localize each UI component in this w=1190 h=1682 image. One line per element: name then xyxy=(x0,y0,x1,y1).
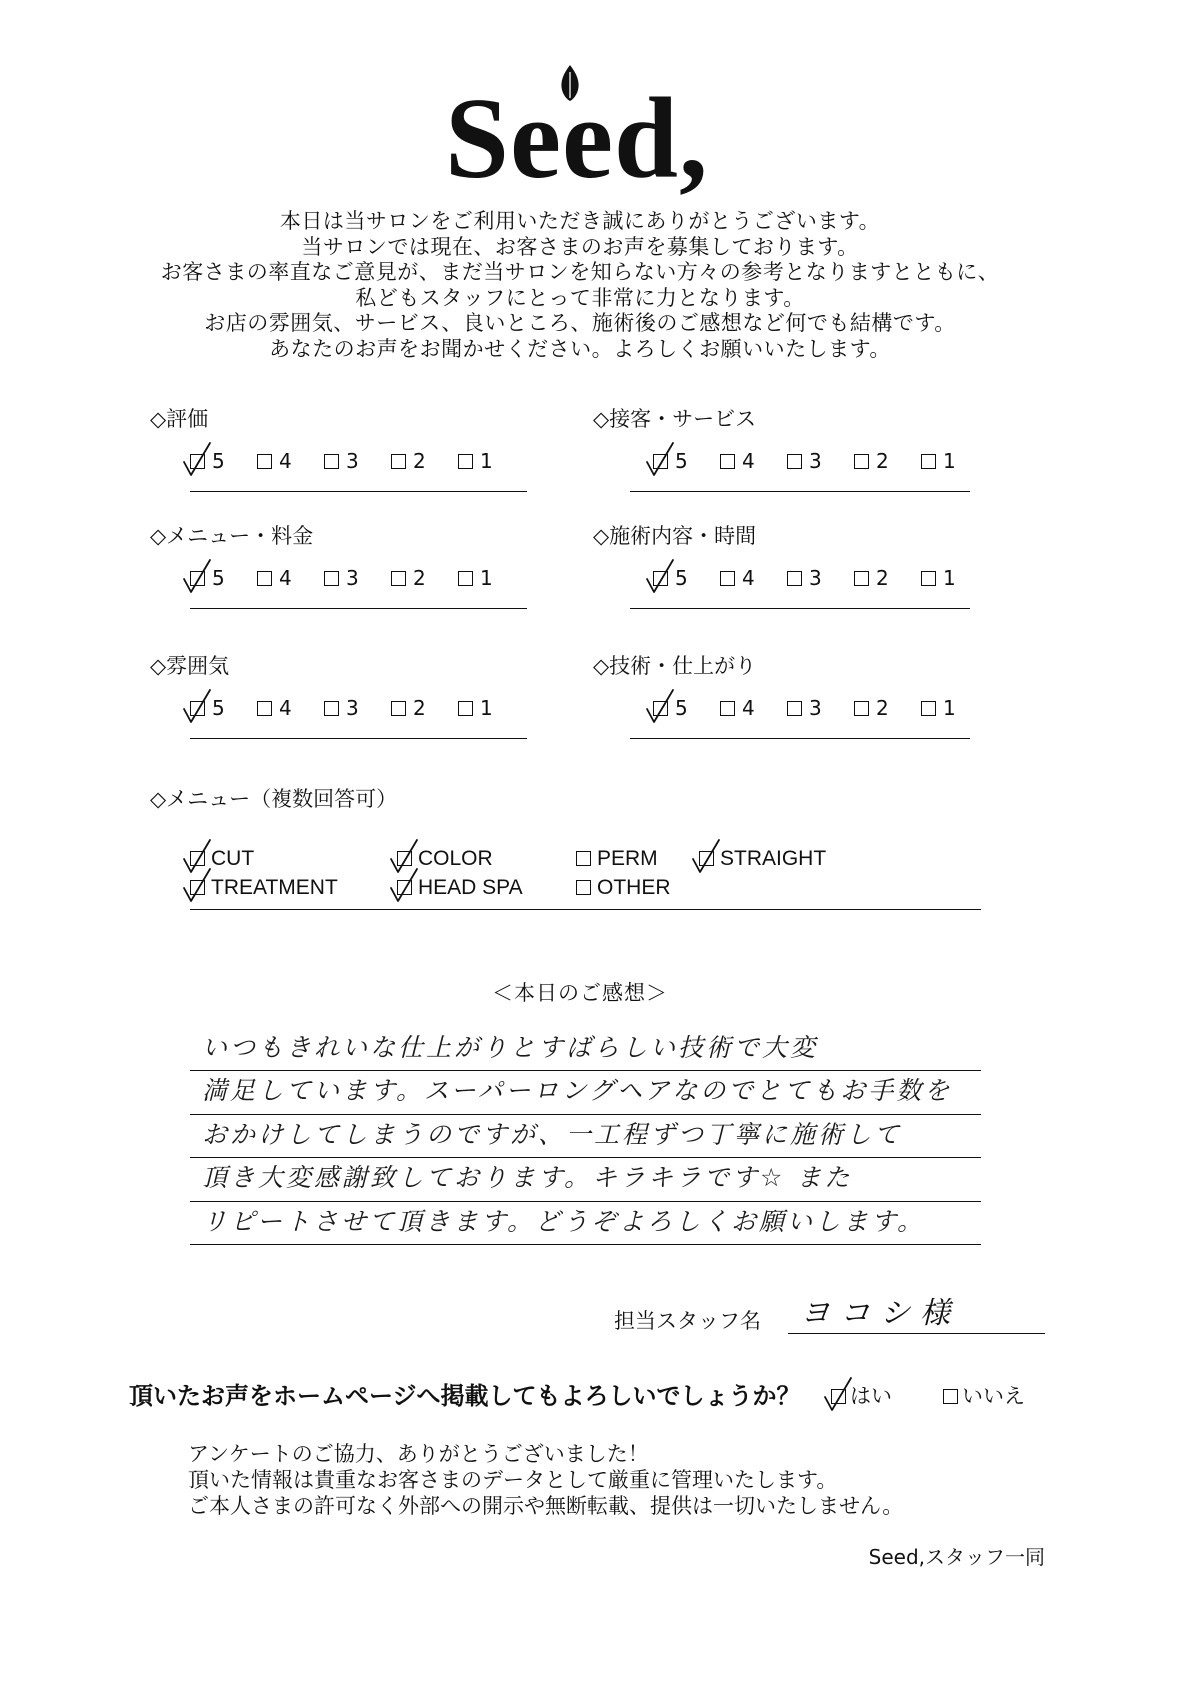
feedback-line: リピートさせて頂きます。どうぞよろしくお願いします。 xyxy=(190,1202,981,1245)
rating-label: ◇評価 xyxy=(150,407,209,431)
rating-option-3[interactable] xyxy=(787,696,854,720)
checkbox[interactable] xyxy=(576,880,591,895)
menu-option-label: OTHER xyxy=(597,876,671,899)
checkbox[interactable] xyxy=(257,701,272,716)
rating-option-5[interactable] xyxy=(190,449,257,473)
staff-name-label: 担当スタッフ名 xyxy=(614,1309,761,1333)
rating-option-value: 5 xyxy=(675,696,688,720)
ratings-left-column xyxy=(150,405,550,745)
checkbox[interactable] xyxy=(324,454,339,469)
rating-option-value: 1 xyxy=(480,449,493,473)
rating-option-1[interactable] xyxy=(921,696,988,720)
rating-option-value: 3 xyxy=(809,696,822,720)
rating-option-5[interactable] xyxy=(190,696,257,720)
menu-section-label: ◇メニュー（複数回答可） xyxy=(150,787,398,811)
rating-option-value: 2 xyxy=(876,696,889,720)
checked-checkbox[interactable] xyxy=(397,880,412,895)
rating-option-value: 4 xyxy=(742,696,755,720)
intro-line: 本日は当サロンをご利用いただき誠にありがとうございます。 xyxy=(279,209,881,233)
publish-option-label: はい xyxy=(850,1384,892,1408)
rating-option-2[interactable] xyxy=(854,566,921,590)
rating-option-value: 3 xyxy=(809,449,822,473)
rating-option-1[interactable] xyxy=(921,449,988,473)
rating-option-value: 4 xyxy=(279,696,292,720)
checkbox[interactable] xyxy=(391,454,406,469)
rating-option-2[interactable] xyxy=(391,696,458,720)
rating-options xyxy=(653,696,988,720)
checkbox[interactable] xyxy=(458,701,473,716)
rating-option-value: 2 xyxy=(413,566,426,590)
rating-option-4[interactable] xyxy=(720,566,787,590)
rating-options xyxy=(653,566,988,590)
rating-option-5[interactable] xyxy=(190,566,257,590)
rating-option-4[interactable] xyxy=(720,696,787,720)
rating-option-value: 2 xyxy=(876,449,889,473)
logo-text: Seed, xyxy=(445,75,709,202)
rating-option-value: 4 xyxy=(279,449,292,473)
rating-options xyxy=(190,449,525,473)
checkmark-icon xyxy=(691,839,721,875)
checkbox[interactable] xyxy=(921,454,936,469)
rating-label: ◇雰囲気 xyxy=(150,654,230,678)
publish-option-label: いいえ xyxy=(962,1384,1025,1408)
rating-option-value: 4 xyxy=(742,566,755,590)
menu-option-head-spa[interactable] xyxy=(397,873,576,902)
menu-option-label: PERM xyxy=(597,847,658,870)
checked-checkbox[interactable] xyxy=(397,851,412,866)
rating-option-value: 5 xyxy=(675,449,688,473)
feedback-handwritten-text xyxy=(190,1028,981,1245)
checked-checkbox[interactable] xyxy=(653,454,668,469)
publish-no-option[interactable] xyxy=(943,1383,1025,1409)
menu-option-label: HEAD SPA xyxy=(418,876,523,899)
menu-option-label: COLOR xyxy=(418,847,493,870)
rating-option-value: 1 xyxy=(480,566,493,590)
rating-option-3[interactable] xyxy=(324,696,391,720)
rating-options xyxy=(190,696,525,720)
rating-option-value: 4 xyxy=(742,449,755,473)
checked-checkbox[interactable] xyxy=(699,851,714,866)
rating-underline xyxy=(630,738,970,739)
rating-options xyxy=(190,566,525,590)
rating-option-2[interactable] xyxy=(391,449,458,473)
feedback-line: おかけしてしまうのですが、一工程ずつ丁寧に施術して xyxy=(190,1115,981,1158)
rating-option-5[interactable] xyxy=(653,696,720,720)
rating-option-value: 1 xyxy=(943,696,956,720)
checkbox[interactable] xyxy=(787,571,802,586)
checkbox[interactable] xyxy=(576,851,591,866)
rating-option-value: 5 xyxy=(675,566,688,590)
rating-option-2[interactable] xyxy=(391,566,458,590)
menu-option-treatment[interactable] xyxy=(190,873,397,902)
rating-option-3[interactable] xyxy=(787,566,854,590)
rating-option-4[interactable] xyxy=(257,696,324,720)
menu-option-label: STRAIGHT xyxy=(720,847,827,870)
rating-option-3[interactable] xyxy=(324,449,391,473)
checked-checkbox[interactable] xyxy=(831,1389,846,1404)
rating-option-1[interactable] xyxy=(458,566,525,590)
rating-options xyxy=(653,449,988,473)
checked-checkbox[interactable] xyxy=(653,701,668,716)
checkbox[interactable] xyxy=(943,1389,958,1404)
checked-checkbox[interactable] xyxy=(190,880,205,895)
rating-option-2[interactable] xyxy=(854,449,921,473)
checkbox[interactable] xyxy=(921,701,936,716)
checkbox[interactable] xyxy=(257,454,272,469)
rating-option-value: 2 xyxy=(876,566,889,590)
menu-option-perm[interactable] xyxy=(576,844,699,873)
checked-checkbox[interactable] xyxy=(653,571,668,586)
checkmark-icon xyxy=(182,689,212,725)
checkbox[interactable] xyxy=(720,454,735,469)
checked-checkbox[interactable] xyxy=(190,454,205,469)
checkmark-icon xyxy=(645,442,675,478)
feedback-line: 満足しています。スーパーロングヘアなのでとてもお手数を xyxy=(190,1071,981,1114)
staff-name-underline xyxy=(788,1333,1045,1334)
signature: Seed,スタッフ一同 xyxy=(868,1545,1045,1569)
rating-group xyxy=(593,522,993,617)
rating-label: ◇施術内容・時間 xyxy=(593,524,757,548)
menu-option-straight[interactable] xyxy=(699,844,889,873)
menu-option-label: TREATMENT xyxy=(211,876,338,899)
checkmark-icon xyxy=(182,868,212,904)
intro-line: 私どもスタッフにとって非常に力となります。 xyxy=(355,285,805,310)
checkbox[interactable] xyxy=(391,571,406,586)
menu-option-label: CUT xyxy=(211,847,255,870)
rating-option-5[interactable] xyxy=(653,449,720,473)
rating-group xyxy=(593,405,993,500)
intro-line: お店の雰囲気、サービス、良いところ、施術後のご感想など何でも結構です。 xyxy=(204,311,956,335)
menu-underline xyxy=(190,909,981,910)
closing-message xyxy=(188,1441,903,1519)
rating-underline xyxy=(190,608,527,609)
publish-consent-question: 頂いたお声をホームページへ掲載してもよろしいでしょうか？ xyxy=(129,1382,801,1410)
checkbox[interactable] xyxy=(787,701,802,716)
menu-option-other[interactable] xyxy=(576,873,699,902)
rating-option-4[interactable] xyxy=(720,449,787,473)
feedback-title: ＜本日のご感想＞ xyxy=(492,981,668,1005)
rating-group xyxy=(593,652,993,747)
rating-label: ◇接客・サービス xyxy=(593,407,757,431)
rating-option-1[interactable] xyxy=(921,566,988,590)
checkbox[interactable] xyxy=(921,571,936,586)
publish-yes-option[interactable] xyxy=(831,1383,892,1409)
rating-option-value: 3 xyxy=(346,449,359,473)
checkbox[interactable] xyxy=(720,701,735,716)
checkmark-icon xyxy=(645,689,675,725)
intro-line: お客さまの率直なご意見が、まだ当サロンを知らない方々の参考となりますとともに、 xyxy=(160,260,1000,284)
rating-option-value: 3 xyxy=(346,566,359,590)
rating-option-value: 2 xyxy=(413,696,426,720)
checkbox[interactable] xyxy=(458,571,473,586)
checkbox[interactable] xyxy=(458,454,473,469)
rating-option-value: 3 xyxy=(346,696,359,720)
intro-message xyxy=(0,209,1160,362)
rating-label: ◇メニュー・料金 xyxy=(150,524,314,548)
rating-label: ◇技術・仕上がり xyxy=(593,654,757,678)
checkmark-icon xyxy=(182,442,212,478)
checkmark-icon xyxy=(182,559,212,595)
closing-line: アンケートのご協力、ありがとうございました！ xyxy=(188,1442,649,1466)
intro-line: あなたのお声をお聞かせください。よろしくお願いいたします。 xyxy=(269,336,891,361)
checkbox[interactable] xyxy=(787,454,802,469)
checkmark-icon xyxy=(823,1377,853,1413)
rating-option-value: 5 xyxy=(212,566,225,590)
rating-option-5[interactable] xyxy=(653,566,720,590)
rating-option-3[interactable] xyxy=(787,449,854,473)
rating-option-value: 5 xyxy=(212,449,225,473)
closing-line: 頂いた情報は貴重なお客さまのデータとして厳重に管理いたします。 xyxy=(188,1468,838,1492)
feedback-line: いつもきれいな仕上がりとすばらしい技術で大変 xyxy=(190,1028,981,1071)
ratings-right-column xyxy=(593,405,993,745)
rating-option-3[interactable] xyxy=(324,566,391,590)
checkbox[interactable] xyxy=(324,701,339,716)
rating-option-1[interactable] xyxy=(458,449,525,473)
rating-underline xyxy=(630,608,970,609)
rating-underline xyxy=(190,491,527,492)
rating-option-1[interactable] xyxy=(458,696,525,720)
rating-underline xyxy=(190,738,527,739)
checkbox[interactable] xyxy=(391,701,406,716)
rating-option-4[interactable] xyxy=(257,449,324,473)
checked-checkbox[interactable] xyxy=(190,851,205,866)
rating-underline xyxy=(630,491,970,492)
closing-line: ご本人さまの許可なく外部への開示や無断転載、提供は一切いたしません。 xyxy=(188,1494,904,1518)
checkbox[interactable] xyxy=(854,454,869,469)
checkbox[interactable] xyxy=(324,571,339,586)
checkbox[interactable] xyxy=(720,571,735,586)
checked-checkbox[interactable] xyxy=(190,701,205,716)
checkmark-icon xyxy=(645,559,675,595)
menu-option-cut[interactable] xyxy=(190,844,397,873)
checkbox[interactable] xyxy=(854,701,869,716)
rating-option-value: 1 xyxy=(943,566,956,590)
intro-line: 当サロンでは現在、お客さまのお声を募集しております。 xyxy=(301,234,859,259)
menu-option-color[interactable] xyxy=(397,844,576,873)
rating-option-value: 1 xyxy=(943,449,956,473)
feedback-line: 頂き大変感謝致しております。キラキラです☆ また xyxy=(190,1158,981,1201)
rating-option-value: 1 xyxy=(480,696,493,720)
rating-group xyxy=(150,522,550,617)
rating-option-value: 2 xyxy=(413,449,426,473)
staff-name-value: ヨコシ様 xyxy=(800,1296,960,1331)
rating-group xyxy=(150,405,550,500)
rating-option-2[interactable] xyxy=(854,696,921,720)
rating-option-value: 4 xyxy=(279,566,292,590)
rating-option-4[interactable] xyxy=(257,566,324,590)
rating-option-value: 5 xyxy=(212,696,225,720)
rating-group xyxy=(150,652,550,747)
checkmark-icon xyxy=(389,868,419,904)
checkbox[interactable] xyxy=(257,571,272,586)
checkbox[interactable] xyxy=(854,571,869,586)
rating-option-value: 3 xyxy=(809,566,822,590)
checked-checkbox[interactable] xyxy=(190,571,205,586)
menu-options xyxy=(190,844,889,902)
